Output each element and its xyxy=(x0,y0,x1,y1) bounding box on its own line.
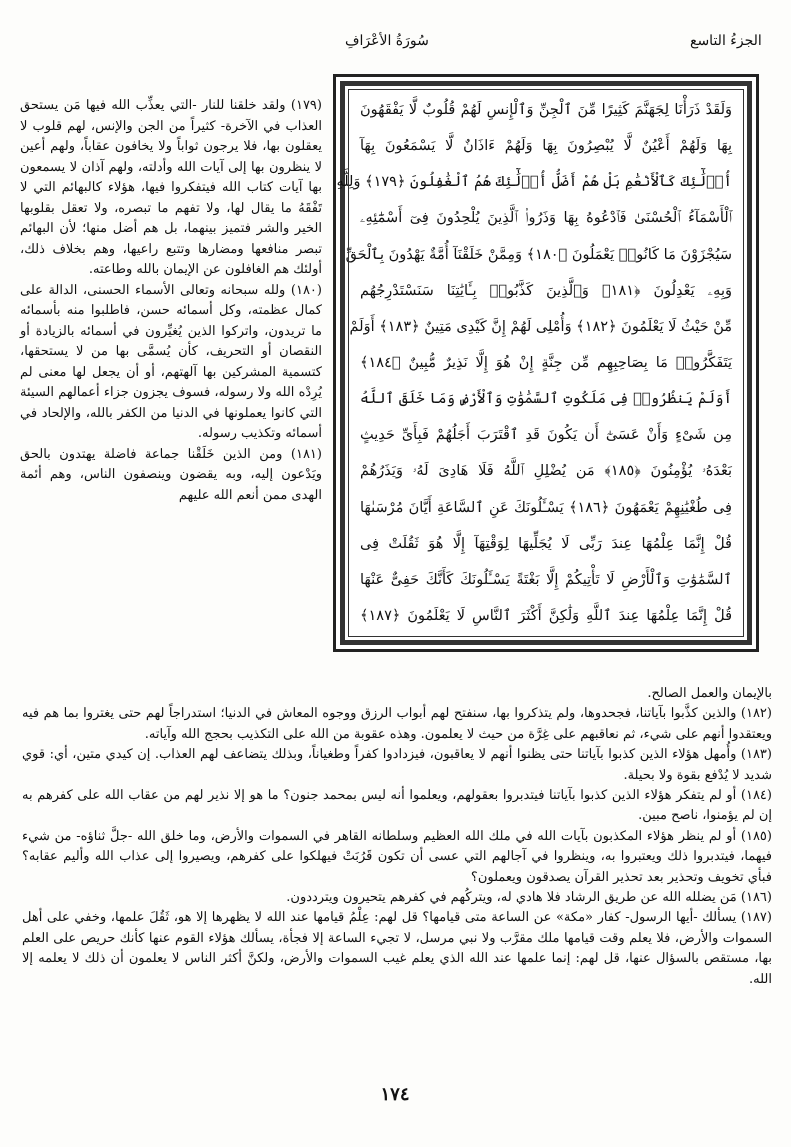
quran-line: أُو۟لَٰٓئِكَ كَٱلْأَنْعَٰمِ بَلْ هُمْ أَضَلُّ أُو۟لَٰٓئِكَ هُمُ ٱلْغَٰفِلُونَ ﴿١٧٩﴾ وَلِلَّهِ xyxy=(336,174,732,191)
quran-line: ٱلسَّمَٰوَٰتِ وَٱلْأَرْضِ لَا تَأْتِيكُمْ إِلَّا بَغْتَةً يَسْـَٔلُونَكَ كَأَنَّكَ حَفِىٌّ عَنْهَا xyxy=(360,571,732,588)
tafsir-paragraph: (١٨٦) مَن يضلله الله عن طريق الرشاد فلا هادي له، ويتركُهم في كفرهم يتحيرون ويترددون. xyxy=(286,890,772,906)
tafsir-side-column xyxy=(20,96,322,506)
page-number: ١٧٤ xyxy=(380,1084,410,1105)
tafsir-paragraph: (١٨٠) ولله سبحانه وتعالى الأسماء الحسنى، الدالة على كمال عظمته، وكل أسمائه حسن، فاطلبوا منه بأسمائه ما تريدون، واتركوا الذين يُغيِّرون في أسمائه بالزيادة أو النقصان أو التحريف، كأن يُسمَّى بها من لا يستحقها، كتسمية المشركين بها آلهتهم، أو أن يجعل لها معنى لم يُرِدْه الله ولا رسوله، فسوف يجزون جزاء أعمالهم السيئة التي كانوا يعملونها في الدنيا من الكفر بالله، والإلحاد في أسمائه وتكذيب رسوله. xyxy=(20,282,322,441)
quran-line: أَوَلَمْ يَنظُرُوا۟ فِى مَلَكُوتِ ٱلسَّمَٰوَٰتِ وَٱلْأَرْضِ وَمَا خَلَقَ ٱللَّهُ xyxy=(360,391,732,408)
quran-line: قُلْ إِنَّمَا عِلْمُهَا عِندَ ٱللَّهِ وَلَٰكِنَّ أَكْثَرَ ٱلنَّاسِ لَا يَعْلَمُونَ ﴿١٨٧﴾ xyxy=(360,607,732,624)
quran-line: يَتَفَكَّرُوا۟ مَا بِصَاحِبِهِم مِّن جِنَّةٍ إِنْ هُوَ إِلَّا نَذِيرٌ مُّبِينٌ ﴿١٨٤﴾ xyxy=(360,354,732,371)
quran-line: سَيُجْزَوْنَ مَا كَانُوا۟ يَعْمَلُونَ ﴿١٨٠﴾ وَمِمَّنْ خَلَقْنَآ أُمَّةٌ يَهْدُونَ بِٱلْحَقِّ xyxy=(345,246,732,263)
quran-line: وَبِهِۦ يَعْدِلُونَ ﴿١٨١﴾ وَٱلَّذِينَ كَذَّبُوا۟ بِـَٔايَٰتِنَا سَنَسْتَدْرِجُهُم xyxy=(360,282,732,299)
quran-line: قُلْ إِنَّمَا عِلْمُهَا عِندَ رَبِّى لَا يُجَلِّيهَا لِوَقْتِهَآ إِلَّا هُوَ ثَقُلَتْ فِى xyxy=(360,535,732,552)
tafsir-bottom-column xyxy=(22,684,772,990)
quran-line: وَلَقَدْ ذَرَأْنَا لِجَهَنَّمَ كَثِيرًا مِّنَ ٱلْجِنِّ وَٱلْإِنسِ لَهُمْ قُلُوبٌ لَّا يَفْقَهُونَ xyxy=(360,102,732,118)
tafsir-paragraph: (١٨٤) أو لم يتفكر هؤلاء الذين كذبوا بآياتنا فيتدبروا بعقولهم، ويعلموا أنه ليس بمحمد جنون؟ ما هو إلا نذير لهم من عقاب الله على كفرهم به إن لم يؤمنوا، ناصح مبين. xyxy=(22,788,772,824)
tafsir-paragraph: بالإيمان والعمل الصالح. xyxy=(647,686,772,701)
quran-frame xyxy=(333,74,759,652)
quran-line: مِّنْ حَيْثُ لَا يَعْلَمُونَ ﴿١٨٢﴾ وَأُمْلِى لَهُمْ إِنَّ كَيْدِى مَتِينٌ ﴿١٨٣﴾ أَوَلَمْ xyxy=(349,318,732,335)
tafsir-paragraph: (١٨٣) وأُمهل هؤلاء الذين كذبوا بآياتنا حتى يظنوا أنهم لا يعاقبون، فيزدادوا كفراً وطغياناً، وبذلك يتضاعف لهم العذاب. إن كيدي متين، أي: قوي شديد لا يُدْفع بقوة ولا بحيلة. xyxy=(22,747,772,783)
tafsir-paragraph: (١٨٢) والذين كذَّبوا بآياتنا، فجحدوها، ولم يتذكروا بها، سنفتح لهم أبواب الرزق ووجوه المعاش في الدنيا؛ استدراجاً لهم حتى يغتروا بما هم فيه ويعتقدوا أنهم على شيء، ثم نعاقبهم على غِرَّة من حيث لا يعلمون. وهذه عقوبة من الله على التكذيب بحجج الله وآياته. xyxy=(22,706,772,742)
quran-line: فِى طُغْيَٰنِهِمْ يَعْمَهُونَ ﴿١٨٦﴾ يَسْـَٔلُونَكَ عَنِ ٱلسَّاعَةِ أَيَّانَ مُرْسَىٰهَا xyxy=(360,499,732,516)
quran-line: مِن شَىْءٍ وَأَنْ عَسَىٰٓ أَن يَكُونَ قَدِ ٱقْتَرَبَ أَجَلُهُمْ فَبِأَىِّ حَدِيثٍ xyxy=(360,427,732,444)
tafsir-paragraph: (١٨٧) يسألك -أيها الرسول- كفار «مكة» عن الساعة متى قيامها؟ قل لهم: عِلْمُ قيامها عند الله لا يظهرها إلا هو، ثَقُلَ علمها، وخفي على أهل السموات والأرض، فلا يعلم وقت قيامها ملك مقرَّب ولا نبي مرسل، لا تجيء الساعة إلا فجأة، يسألك هؤلاء القوم عنها كأنك حريص على العلم بها، مستقص بالسؤال عنها، قل لهم: إنما علمها عند الله الذي يعلم غيب السموات والأرض، ولكنَّ أكثر الناس لا يعلمون أن ذلك لا يعلمه إلا الله. xyxy=(22,910,772,987)
tafsir-paragraph: (١٧٩) ولقد خلقنا للنار -التي يعذِّب الله فيها مَن يستحق العذاب في الآخرة- كثيراً من الجن والإنس، لهم قلوب لا يعقلون بها، فلا يرجون ثواباً ولا يخافون عقاباً، ولهم أعين لا ينظرون بها إلى آيات الله وأدلته، ولهم آذان لا يسمعون بها آيات كتاب الله فيتفكروا فيها، هؤلاء كالبهائم التي لا تَفْقَهُ ما يقال لها، ولا تفهم ما تبصره، ولا تعقل بقلوبها الخير والشر فتميز بينهما، بل هم أضل منها؛ لأن البهائم تبصر منافعها ومضارها وتتبع راعيها، وهم بخلاف ذلك، أولئك هم الغافلون عن الإيمان بالله وطاعته. xyxy=(20,98,322,277)
quran-line: ٱلْأَسْمَآءُ ٱلْحُسْنَىٰ فَٱدْعُوهُ بِهَا وَذَرُوا۟ ٱلَّذِينَ يُلْحِدُونَ فِىٓ أَسْمَٰٓئِهِۦ xyxy=(360,210,732,227)
juz-title: الجزءُ التاسع xyxy=(690,33,762,49)
tafsir-paragraph: (١٨٥) أو لم ينظر هؤلاء المكذبون بآيات الله في ملك الله العظيم وسلطانه القاهر في السموات والأرض، وما خلق الله -جلَّ ثناؤه- من شيء فيهما، فيتدبروا ذلك ويعتبروا به، وينظروا في آجالهم التي عسى أن تكون قَرُبَتْ فيهلكوا على كفرهم، ويصيروا إلى عذاب الله وأليم عقابه؟ فبأي تخويف وتحذير بعد تحذير القرآن يصدقون ويعملون؟ xyxy=(22,828,772,885)
quran-text-block xyxy=(336,93,740,633)
quran-line: بَعْدَهُۥ يُؤْمِنُونَ ﴿١٨٥﴾ مَن يُضْلِلِ ٱللَّهُ فَلَا هَادِىَ لَهُۥ وَيَذَرُهُمْ xyxy=(360,463,732,480)
surah-title: سُورَةُ الأعْرَافِ xyxy=(345,33,429,49)
quran-line: بِهَا وَلَهُمْ أَعْيُنٌ لَّا يُبْصِرُونَ بِهَا وَلَهُمْ ءَاذَانٌ لَّا يَسْمَعُونَ بِهَآ xyxy=(360,138,732,155)
tafsir-paragraph: (١٨١) ومن الذين خَلَقْنا جماعة فاضلة يهتدون بالحق ويَدْعون إليه، وبه يقضون وينصفون الناس، وهم أئمة الهدى ممن أنعم الله عليهم xyxy=(20,446,322,503)
